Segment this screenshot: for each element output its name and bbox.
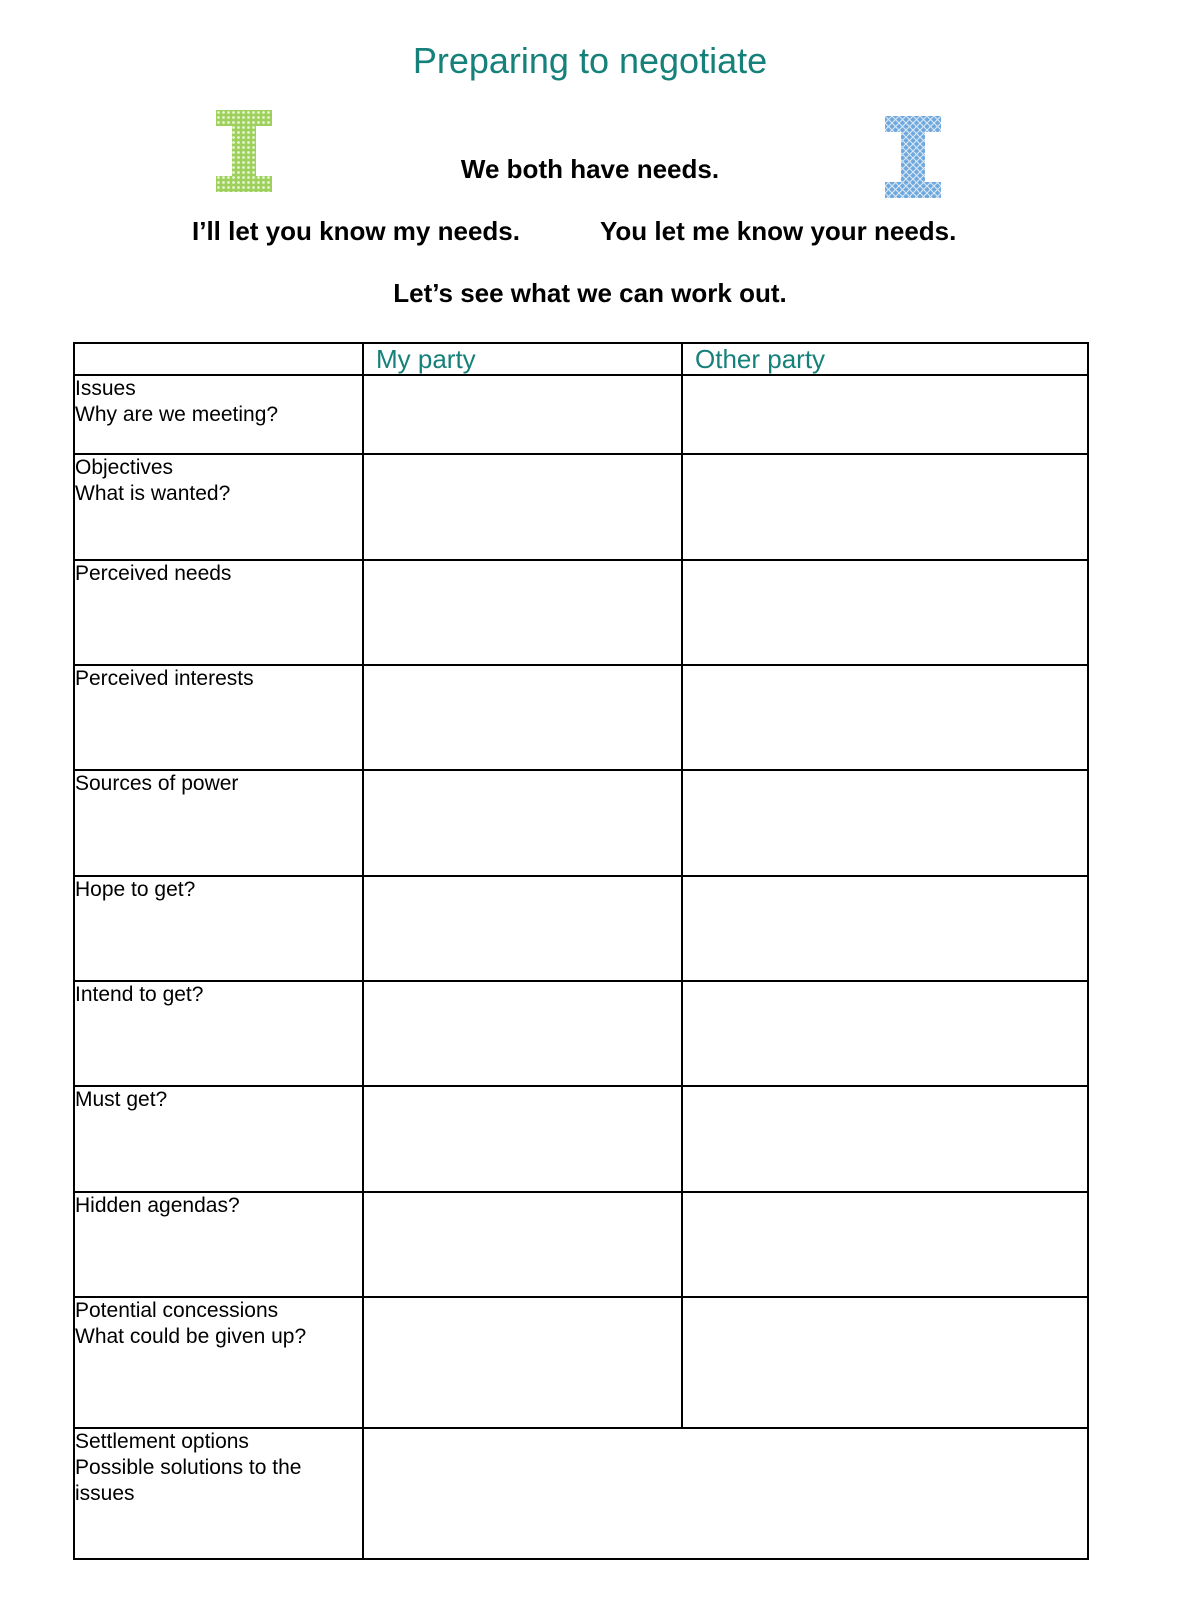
row-label: Must get?: [74, 1086, 363, 1192]
header-other-party: Other party: [682, 343, 1088, 375]
my-party-cell[interactable]: [363, 665, 682, 770]
other-party-cell[interactable]: [682, 375, 1088, 454]
other-party-cell[interactable]: [682, 1086, 1088, 1192]
other-party-cell[interactable]: [682, 1297, 1088, 1428]
slogan-left: I’ll let you know my needs.: [192, 216, 520, 246]
row-label: Issues Why are we meeting?: [74, 375, 363, 454]
row-label: Settlement options Possible solutions to the issues: [74, 1428, 363, 1559]
my-party-cell[interactable]: [363, 454, 682, 560]
row-label: Intend to get?: [74, 981, 363, 1086]
my-party-cell[interactable]: [363, 1086, 682, 1192]
row-label: Perceived interests: [74, 665, 363, 770]
slogan-line-3: Let’s see what we can work out.: [393, 278, 787, 308]
my-party-cell[interactable]: [363, 560, 682, 665]
my-party-cell[interactable]: [363, 1192, 682, 1297]
table-row: [74, 770, 1088, 876]
my-party-cell[interactable]: [363, 375, 682, 454]
header-blank: [74, 343, 363, 375]
header-row: [74, 343, 1088, 375]
table-row: [74, 560, 1088, 665]
row-label: Hidden agendas?: [74, 1192, 363, 1297]
other-party-cell[interactable]: [682, 454, 1088, 560]
table-row: [74, 1428, 1088, 1559]
other-party-cell[interactable]: [682, 665, 1088, 770]
table-row: [74, 876, 1088, 981]
other-party-cell[interactable]: [682, 770, 1088, 876]
other-party-cell[interactable]: [682, 876, 1088, 981]
my-party-cell[interactable]: [363, 770, 682, 876]
table-row: [74, 981, 1088, 1086]
negotiation-worksheet: [73, 342, 1089, 1560]
table-row: [74, 665, 1088, 770]
my-party-cell[interactable]: [363, 981, 682, 1086]
row-label: Sources of power: [74, 770, 363, 876]
page-title: Preparing to negotiate: [412, 40, 768, 81]
other-party-cell[interactable]: [682, 981, 1088, 1086]
table-row: [74, 1086, 1088, 1192]
table-row: [74, 454, 1088, 560]
table-row: [74, 1297, 1088, 1428]
slogan-right: You let me know your needs.: [600, 216, 957, 246]
my-party-cell[interactable]: [363, 876, 682, 981]
other-party-cell[interactable]: [682, 560, 1088, 665]
slogan-line-1: We both have needs.: [460, 154, 720, 184]
other-party-cell[interactable]: [682, 1192, 1088, 1297]
header-my-party: My party: [363, 343, 682, 375]
my-party-cell[interactable]: [363, 1297, 682, 1428]
row-label: Potential concessions What could be given up?: [74, 1297, 363, 1428]
table-row: [74, 375, 1088, 454]
row-label: Hope to get?: [74, 876, 363, 981]
row-label: Objectives What is wanted?: [74, 454, 363, 560]
table-row: [74, 1192, 1088, 1297]
row-label: Perceived needs: [74, 560, 363, 665]
settlement-options-cell[interactable]: [363, 1428, 1088, 1559]
